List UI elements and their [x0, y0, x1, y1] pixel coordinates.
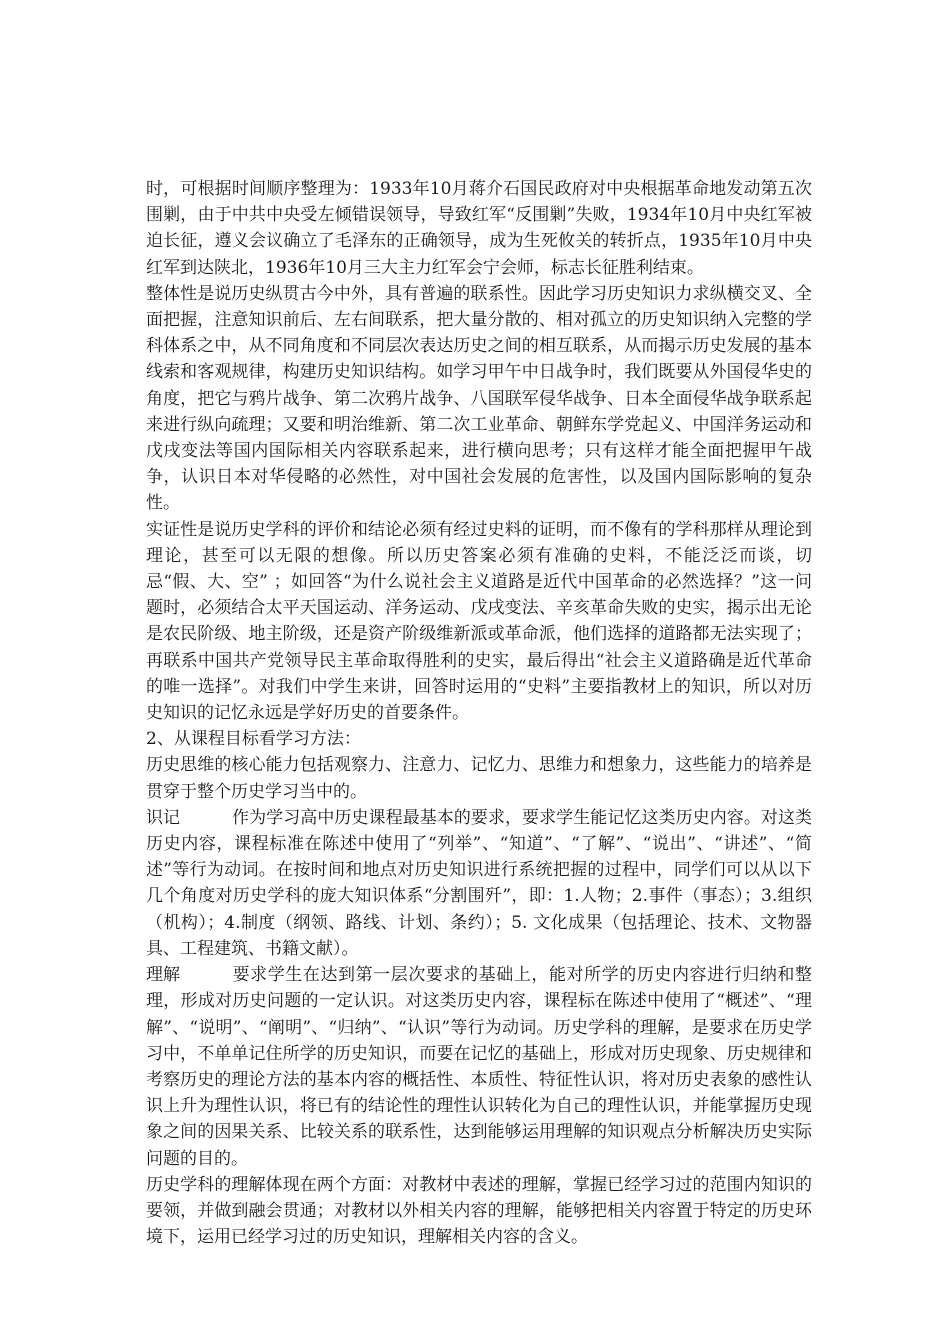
paragraph-evidence: 实证性是说历史学科的评价和结论必须有经过史料的证明，而不像有的学科那样从理论到理论，甚至可以无限的想像。所以历史答案必须有准确的史料，不能泛泛而谈，切忌“假、大、空” ；如回答“为什么说社会主义道路是近代中国革命的必然选择？”这一问题时，必须结合太平天国运动、洋务运动、戊戌变法、辛亥革命失败的史实，揭示出无论是农民阶级、地主阶级，还是资产阶级维新派或革命派，他们选择的道路都无法实现了；再联系中国共产党领导民主革命取得胜利的史实，最后得出“社会主义道路确是近代革命的唯一选择”。对我们中学生来讲，回答时运用的“史料”主要指教材上的知识，所以对历史知识的记忆永远是学好历史的首要条件。 [146, 519, 812, 724]
text-lijie: 要求学生在达到第一层次要求的基础上，能对所学的历史内容进行归纳和整理，形成对历史问题的一定认识。对这类历史内容，课程标在陈述中使用了“概述”、“理解”、“说明”、“阐明”、“归纳”、“认识”等行为动词。历史学科的理解，是要求在历史学习中，不单单记住所学的历史知识，而要在记忆的基础上，形成对历史现象、历史规律和考察历史的理论方法的基本内容的概括性、本质性、特征性认识，将对历史表象的感性认识上升为理性认识，将已有的结论性的理性认识转化为自己的理性认识，并能掌握历史现象之间的因果关系、比较关系的联系性，达到能够运用理解的知识观点分析解决历史实际问题的目的。 [146, 965, 812, 1169]
document-body [146, 176, 812, 1250]
term-shiji: 识记 [146, 807, 180, 828]
paragraph-understanding-aspects: 历史学科的理解体现在两个方面：对教材中表述的理解，掌握已经学习过的范围内知识的要领，并做到融会贯通；对教材以外相关内容的理解，能够把相关内容置于特定的历史环境下，运用已经学习过的历史知识，理解相关内容的含义。 [146, 1174, 812, 1248]
paragraph-understanding [146, 962, 812, 1172]
text-shiji: 作为学习高中历史课程最基本的要求，要求学生能记忆这类历史内容。对这类历史内容，课程标准在陈述中使用了“列举”、“知道”、“了解”、“说出”、“讲述”、“简述”等行为动词。在按时间和地点对历史知识进行系统把握的过程中，同学们可以从以下几个角度对历史学科的庞大知识体系“分割围歼”，即：1.人物；2.事件（事态）；3.组织（机构）；4.制度（纲领、路线、计划、条约）；5. 文化成果（包括理论、技术、文物器具、工程建筑、书籍文献）。 [146, 807, 812, 959]
paragraph-memorization [146, 805, 812, 962]
section-heading: 2、从课程目标看学习方法： [146, 729, 361, 750]
term-lijie: 理解 [146, 965, 180, 986]
paragraph-integrity: 整体性是说历史纵贯古今中外，具有普遍的联系性。因此学习历史知识力求纵横交叉、全面把握，注意知识前后、左右间联系，把大量分散的、相对孤立的历史知识纳入完整的学科体系之中，从不同角度和不同层次表达历史之间的相互联系，从而揭示历史发展的基本线索和客观规律，构建历史知识结构。如学习甲午中日战争时，我们既要从外国侵华史的角度，把它与鸦片战争、第二次鸦片战争、八国联军侵华战争、日本全面侵华战争联系起来进行纵向疏理；又要和明治维新、第二次工业革命、朝鲜东学党起义、中国洋务运动和戊戌变法等国内国际相关内容联系起来，进行横向思考；只有这样才能全面把握甲午战争，认识日本对华侵略的必然性，对中国社会发展的危害性，以及国内国际影响的复杂性。 [146, 283, 812, 514]
paragraph-long-march: 时，可根据时间顺序整理为：1933年10月蒋介石国民政府对中央根据革命地发动第五次围剿，由于中共中央受左倾错误领导，导致红军“反围剿”失败，1934年10月中央红军被迫长征，遵义会议确立了毛泽东的正确领导，成为生死攸关的转折点，1935年10月中央红军到达陕北，1936年10月三大主力红军会宁会师，标志长征胜利结束。 [146, 179, 812, 278]
paragraph-core-abilities: 历史思维的核心能力包括观察力、注意力、记忆力、思维力和想象力，这些能力的培养是贯穿于整个历史学习当中的。 [146, 755, 812, 802]
